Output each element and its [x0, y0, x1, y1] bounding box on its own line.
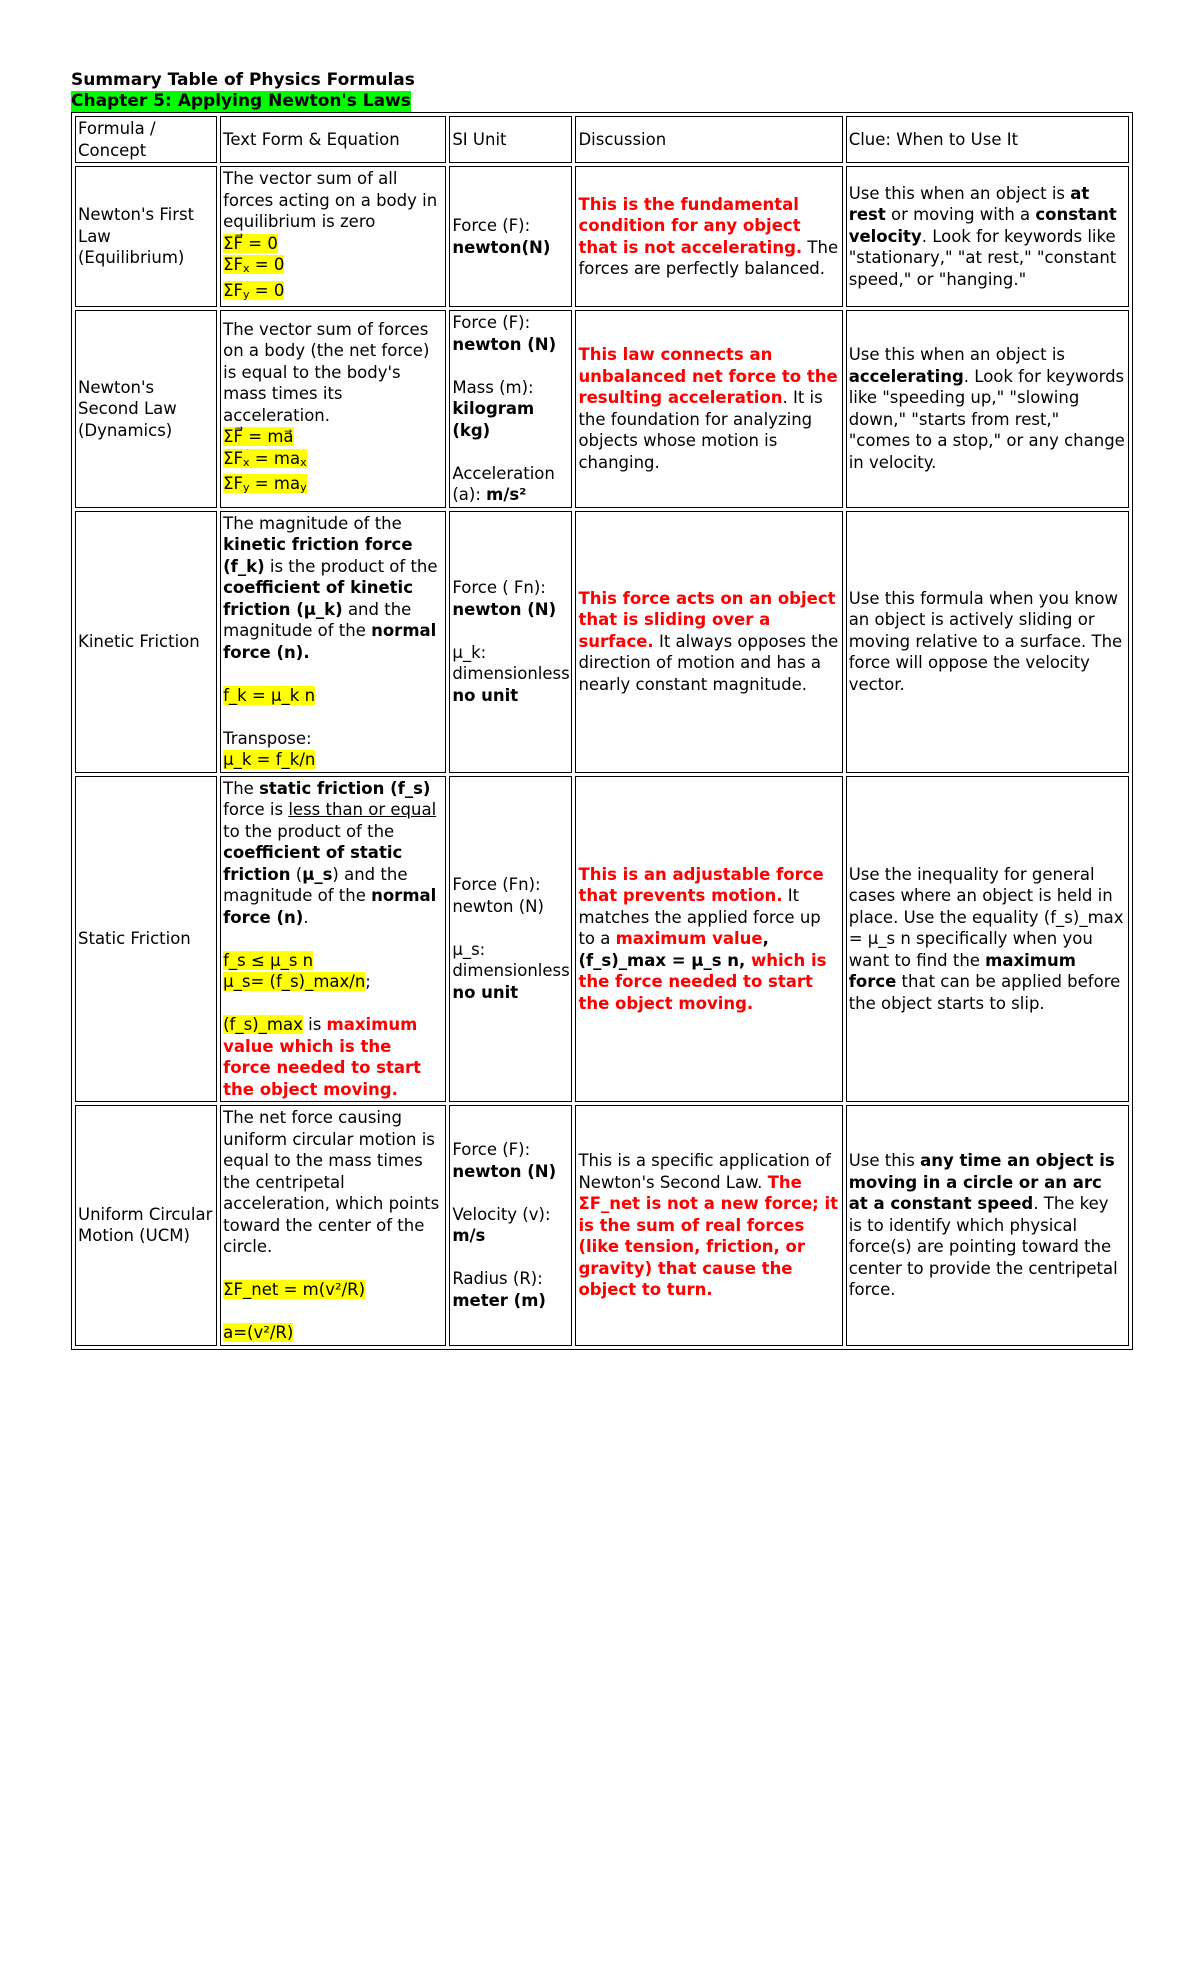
equation: ΣF_net = m(v²/R) [223, 1280, 366, 1299]
equation: f_s ≤ μ_s n [223, 950, 314, 970]
unit-value: newton (N) [452, 1161, 557, 1181]
discussion-cell: This force acts on an object that is sliding over a surface. It always opposes the direction of motion and has a nearly constant magnitude. [575, 511, 842, 773]
si-unit-cell [449, 310, 572, 508]
unit-value: newton (N) [452, 896, 544, 916]
unit-value: no unit [452, 982, 519, 1002]
unit-label: Force (F): [452, 313, 531, 332]
equation: ΣF⃗ = ma⃗ [223, 427, 294, 447]
equation: f_k = μ_k n [223, 685, 316, 705]
header-text-form: Text Form & Equation [220, 116, 446, 163]
unit-value: Acceleration (a): m/s² [452, 463, 555, 504]
discussion-cell: This is the fundamental condition for any object that is not accelerating. The forces are perfectly balanced. [575, 166, 842, 307]
unit-label: Velocity (v): [452, 1204, 551, 1224]
unit-label: Force (Fn): [452, 875, 541, 895]
text-form-cell [220, 310, 446, 508]
concept-cell: Newton's Second Law (Dynamics) [75, 310, 217, 508]
header-formula: Formula / Concept [75, 116, 217, 163]
table-row [75, 511, 1129, 773]
clue-cell: Use this any time an object is moving in a circle or an arc at a constant speed. The key is to identify which physical force(s) are pointing toward the center to provide the centripetal force. [846, 1105, 1129, 1346]
concept-cell: Newton's First Law (Equilibrium) [75, 166, 217, 307]
si-unit-cell [449, 1105, 572, 1346]
unit-value: newton (N) [452, 334, 557, 354]
equation: ΣFy = 0 [223, 280, 285, 301]
formula-table [71, 112, 1133, 1350]
text-form-cell [220, 166, 446, 307]
table-row [75, 310, 1129, 508]
unit-label: dimensionless [452, 961, 570, 981]
concept-cell: Kinetic Friction [75, 511, 217, 773]
clue-cell: Use this when an object is at rest or moving with a constant velocity. Look for keywords like "stationary," "at rest," "constant speed," or "hanging." [846, 166, 1129, 307]
unit-label: Force (F): [452, 1140, 531, 1160]
equation: ΣF⃗ = 0 [223, 233, 278, 253]
discussion-cell: This is an adjustable force that prevents motion. It matches the applied force up to a maximum value, (f_s)_max = μ_s n, which is the force needed to start the object moving. [575, 776, 842, 1103]
unit-label: Radius (R): [452, 1269, 543, 1289]
table-row [75, 776, 1129, 1103]
document-title: Summary Table of Physics Formulas [71, 70, 415, 90]
clue-cell: Use this when an object is accelerating. Look for keywords like "speeding up," "slowing down," "starts from rest," "comes to a stop," or any change in velocity. [846, 310, 1129, 508]
text-form-cell [220, 1105, 446, 1346]
equation: ΣFy = may [223, 474, 307, 495]
document-page [71, 70, 1133, 1350]
discussion-cell: This is a specific application of Newton's Second Law. The ΣF_net is not a new force; it is the sum of real forces (like tension, friction, or gravity) that cause the object to turn. [575, 1105, 842, 1346]
header-discussion: Discussion [575, 116, 842, 163]
si-unit-cell [449, 776, 572, 1103]
unit-value: no unit [452, 685, 519, 705]
unit-value: newton(N) [452, 237, 551, 257]
unit-label: dimensionless [452, 664, 570, 683]
header-si-unit: SI Unit [449, 116, 572, 163]
text-form-cell: The static friction (f_s) force is less than or equal to the product of the coefficient of static friction (μ_s) and the magnitude of the normal force (n). f_s ≤ μ_s n μ_s= (f_s)_max/n; (f_s)_max is maximum value which is the force needed to start the object moving. [220, 776, 446, 1103]
header-row [75, 116, 1129, 163]
unit-label: Mass (m): [452, 377, 534, 397]
clue-cell: Use this formula when you know an object is actively sliding or moving relative to a surface. The force will oppose the velocity vector. [846, 511, 1129, 773]
table-row [75, 1105, 1129, 1346]
chapter-heading: Chapter 5: Applying Newton's Laws [71, 91, 411, 111]
unit-label: Force (F): [452, 216, 531, 235]
definition-text: The vector sum of all forces acting on a body in equilibrium is zero [223, 169, 438, 231]
equation: μ_k = f_k/n [223, 750, 316, 769]
clue-cell: Use the inequality for general cases where an object is held in place. Use the equality (f_s)_max = μ_s n specifically when you want to find the maximum force that can be applied before the object starts to slip. [846, 776, 1129, 1103]
equation-note: (f_s)_max is maximum value which is the force needed to start the object moving. [223, 1015, 422, 1099]
si-unit-cell [449, 511, 572, 773]
unit-value: meter (m) [452, 1290, 546, 1310]
unit-value: m/s [452, 1226, 486, 1246]
table-row [75, 166, 1129, 307]
unit-label: μ_k: [452, 642, 487, 662]
si-unit-cell [449, 166, 572, 307]
unit-value: kilogram (kg) [452, 399, 535, 440]
text-form-cell: The magnitude of the kinetic friction force (f_k) is the product of the coefficient of kinetic friction (μ_k) and the magnitude of the normal force (n). f_k = μ_k n Transpose: μ_k = f_k/n [220, 511, 446, 773]
definition-text: The vector sum of forces on a body (the net force) is equal to the body's mass times its acceleration. [223, 319, 430, 425]
unit-label: μ_s: [452, 939, 486, 959]
equation: ΣFx = max [223, 448, 307, 469]
equation: μ_s= (f_s)_max/n; [223, 972, 371, 991]
transpose-label: Transpose: [223, 728, 312, 748]
equation: ΣFx = 0 [223, 255, 285, 275]
unit-label: Force ( Fn): [452, 578, 546, 597]
concept-cell: Uniform Circular Motion (UCM) [75, 1105, 217, 1346]
equation: a=(v²/R) [223, 1323, 294, 1342]
header-clue: Clue: When to Use It [846, 116, 1129, 163]
discussion-cell: This law connects an unbalanced net force to the resulting acceleration. It is the foundation for analyzing objects whose motion is changing. [575, 310, 842, 508]
unit-value: newton (N) [452, 599, 557, 619]
concept-cell: Static Friction [75, 776, 217, 1103]
definition-text: The net force causing uniform circular motion is equal to the mass times the centripetal acceleration, which points toward the center of the circle. [223, 1108, 440, 1256]
